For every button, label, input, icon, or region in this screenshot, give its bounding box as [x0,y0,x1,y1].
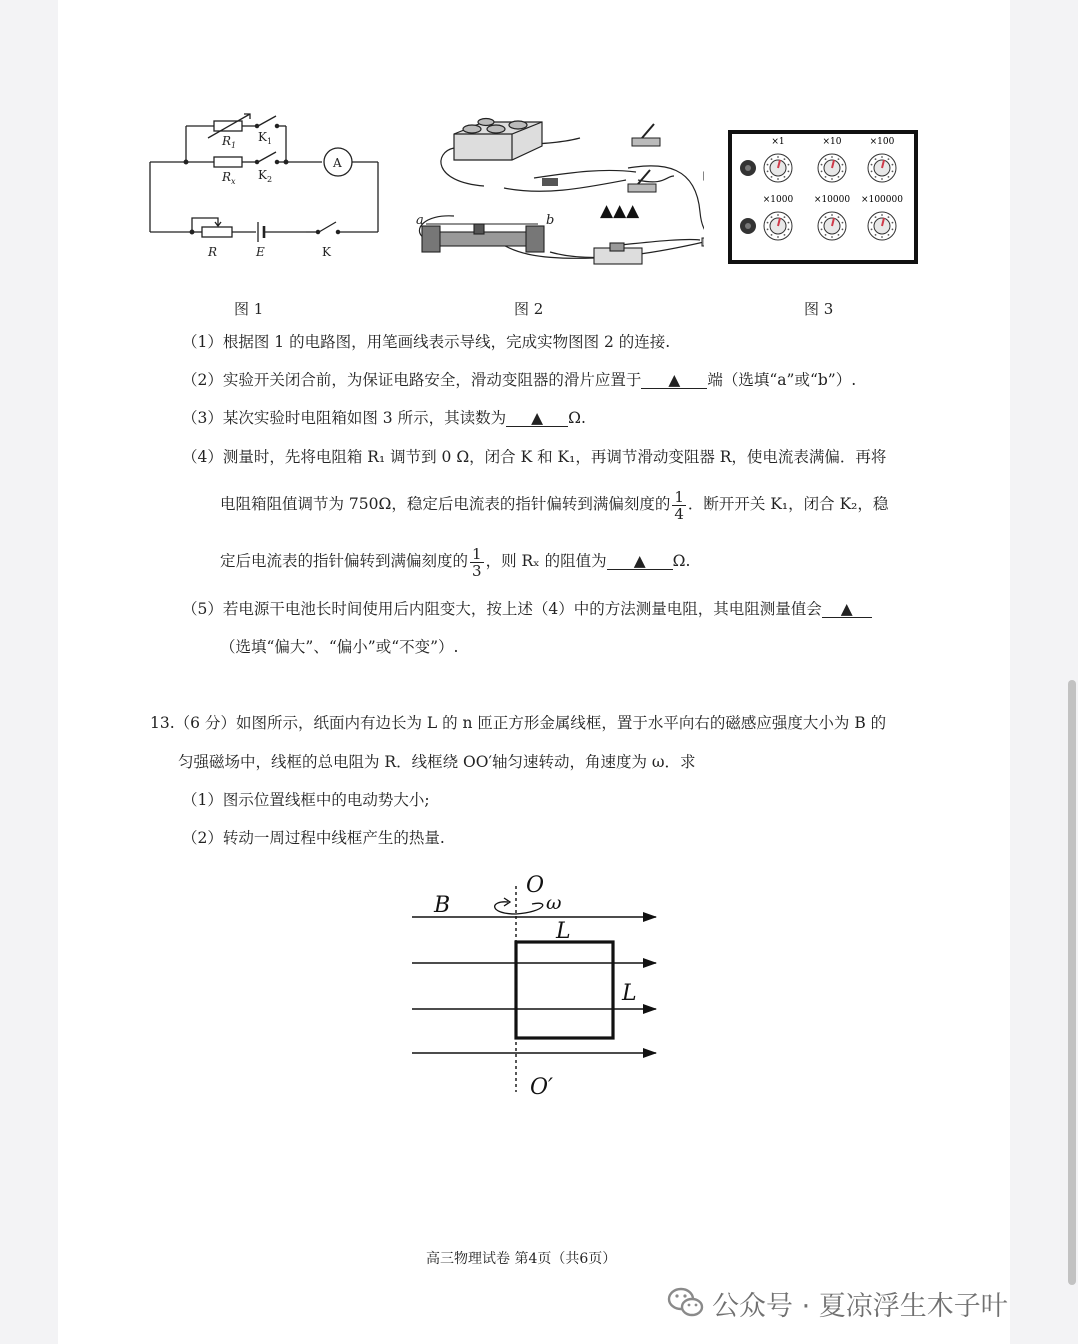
fig3-dial-multiplier: ×1 [771,137,785,147]
fraction-one-third: $\frac{1}{3}$ [472,544,482,580]
fig1-label-e: E [256,245,265,259]
fig3-dial-multiplier: ×100000 [861,195,903,205]
fig1-label-r: R [208,245,218,259]
page-footer: 高三物理试卷 第4页（共6页） [426,1251,617,1267]
q13-part2: （2）转动一周过程中线框产生的热量. [182,829,445,847]
q12-part4-line1: （4）测量时，先将电阻箱 R₁ 调节到 0 Ω，闭合 K 和 K₁，再调节滑动变阻器 R，使电流表满偏．再将 [182,448,887,466]
q12-part4-blank: ▲ [607,553,673,570]
fig3-dial-multiplier: ×1000 [762,195,794,205]
q12-part3-blank: ▲ [506,410,568,427]
fig1-label-k1: $K_1$ [258,130,273,146]
q12-part5-blank: ▲ [822,601,872,618]
fig2-apparatus [414,112,704,272]
fig2-label-a: a [416,213,424,228]
fig3-dial-multiplier: ×10 [822,137,842,147]
label-o: O [526,873,545,898]
fig1-label-k2: $K_2$ [258,168,273,184]
q12-part5-line2: （选填“偏大”、“偏小”或“不变”）. [220,638,459,656]
q12-part3: （3）某次实验时电阻箱如图 3 所示，其读数为 ▲ Ω. [182,409,586,427]
q12-part4-line3: 定后电流表的指针偏转到满偏刻度的 $\frac{1}{3}$ ，则 Rₓ 的阻值为 ▲ Ω. [220,544,691,580]
q13-stem-line1: 13.（6 分）如图所示，纸面内有边长为 L 的 n 匝正方形金属线框，置于水平向右的磁感应强度大小为 B 的 [150,714,887,732]
fig2-label-b: b [546,213,555,228]
q12-part1: （1）根据图 1 的电路图，用笔画线表示导线，完成实物图图 2 的连接. [182,333,671,351]
fig1-label-r1: $R_1$ [222,134,237,150]
fig1-label-ammeter: A [333,156,342,170]
exam-page [58,0,1010,1344]
fig3-dial-multiplier: ×100 [869,137,895,147]
wechat-icon [666,1285,706,1319]
q13-stem-line2: 匀强磁场中，线框的总电阻为 R．线框绕 OO′轴匀速转动，角速度为 ω．求 [178,753,696,771]
fig2-caption: 图 2 [514,300,544,318]
fig1-caption: 图 1 [234,300,264,318]
fig1-circuit-diagram [146,110,386,270]
fig3-dial-multiplier: ×10000 [813,195,851,205]
label-omega: ω [546,892,562,914]
watermark-text: 公众号 · 夏凉浮生木子叶 [712,1291,1008,1322]
label-o-prime: O′ [530,1075,554,1100]
square-coil [516,942,613,1038]
fig3-caption: 图 3 [804,300,834,318]
fig3-resistance-box [728,130,918,266]
vertical-scrollbar[interactable] [1068,680,1076,1285]
q12-part2-blank: ▲ [641,372,707,389]
label-b: B [434,893,451,918]
fig1-label-rx: $R_x$ [222,170,236,186]
rotation-arrow-icon [495,902,543,914]
fig2-triangle-marks: ▲▲▲ [600,201,640,221]
label-l-right: L [622,981,637,1006]
q13-part1: （1）图示位置线框中的电动势大小; [182,791,430,809]
q12-part4-line2: 电阻箱阻值调节为 750Ω，稳定后电流表的指针偏转到满偏刻度的 $\frac{1}{4}$ ．断开开关 K₁，闭合 K₂，稳 [220,487,889,523]
fig1-label-k: K [322,245,331,259]
q13-coil-field-diagram [404,866,674,1106]
label-l-top: L [556,919,571,944]
q12-part5-line1: （5）若电源干电池长时间使用后内阻变大，按上述（4）中的方法测量电阻，其电阻测量值会 ▲ [182,599,872,619]
fraction-one-quarter: $\frac{1}{4}$ [674,487,684,523]
q12-part2: （2）实验开关闭合前，为保证电路安全，滑动变阻器的滑片应置于 ▲ 端（选填“a”或“b”）. [182,371,857,389]
